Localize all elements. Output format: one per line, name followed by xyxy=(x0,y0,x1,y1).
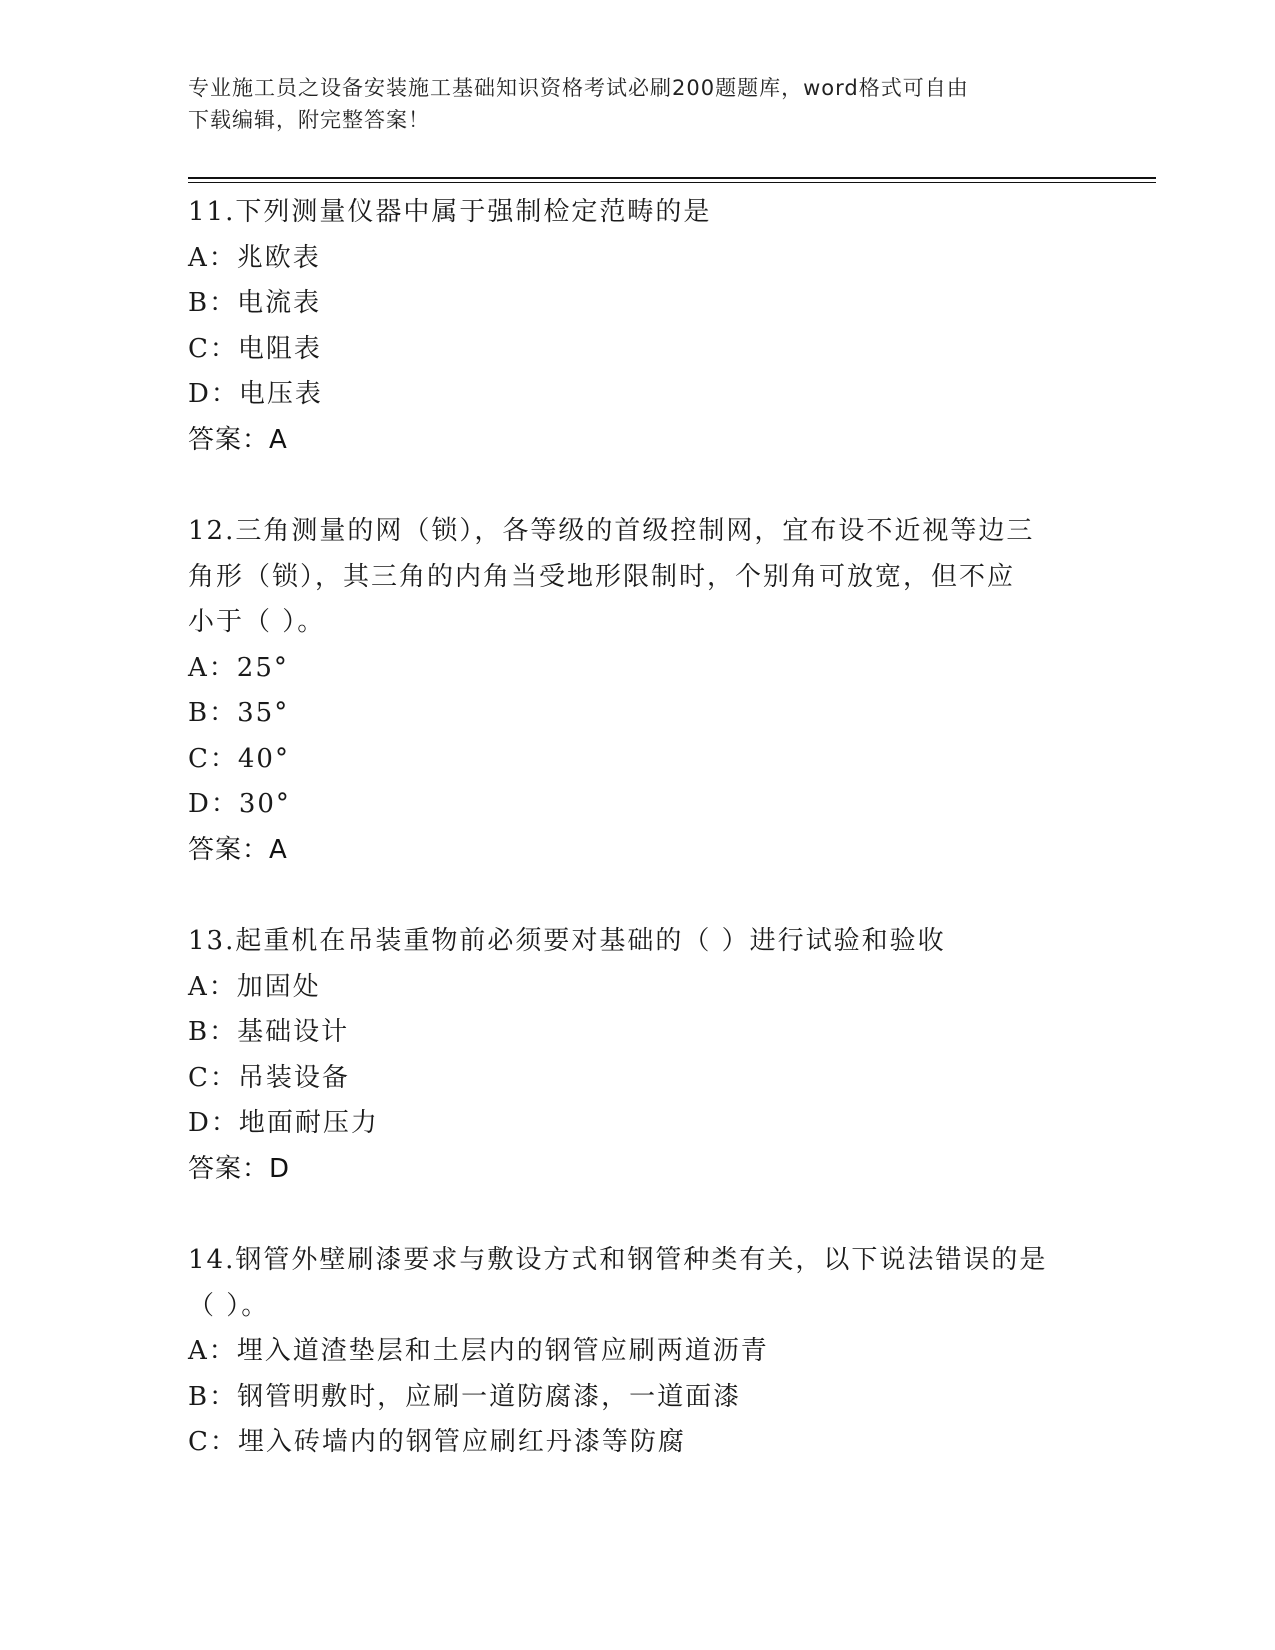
option-c: C：电阻表 xyxy=(188,333,322,364)
header-line-2: 下载编辑，附完整答案！ xyxy=(188,108,430,132)
option-a: A：25° xyxy=(188,652,289,683)
header-divider-thin xyxy=(188,182,1156,183)
question-14 xyxy=(188,1238,1088,1466)
header-line-1: 专业施工员之设备安装施工基础知识资格考试必刷200题题库，word格式可自由 xyxy=(188,76,969,100)
option-a: A：兆欧表 xyxy=(188,242,321,273)
question-12 xyxy=(188,509,1088,873)
option-b: B：35° xyxy=(188,698,290,728)
question-11 xyxy=(188,190,1088,463)
question-stem-cont: 角形（锁），其三角的内角当受地形限制时，个别角可放宽，但不应 xyxy=(188,561,1016,592)
answer-line: 答案：A xyxy=(188,834,288,865)
question-stem: 12.三角测量的网（锁），各等级的首级控制网，宜布设不近视等边三 xyxy=(188,516,1035,546)
question-stem-cont: （ ）。 xyxy=(188,1290,270,1321)
answer-line: 答案：A xyxy=(188,424,288,455)
option-d: D：地面耐压力 xyxy=(188,1108,379,1138)
question-stem-cont: 小于（ ）。 xyxy=(188,607,326,637)
question-stem: 11.下列测量仪器中属于强制检定范畴的是 xyxy=(188,197,712,227)
option-d: D：电压表 xyxy=(188,379,323,409)
header-divider-thick xyxy=(188,177,1156,179)
option-d: D：30° xyxy=(188,789,291,819)
option-c: C：吊装设备 xyxy=(188,1062,350,1093)
answer-line: 答案：D xyxy=(188,1153,291,1184)
option-b: B：电流表 xyxy=(188,288,322,318)
option-b: B：钢管明敷时，应刷一道防腐漆，一道面漆 xyxy=(188,1381,742,1412)
option-a: A：埋入道渣垫层和土层内的钢管应刷两道沥青 xyxy=(188,1336,769,1366)
question-stem: 13.起重机在吊装重物前必须要对基础的（ ）进行试验和验收 xyxy=(188,926,946,956)
question-list xyxy=(188,190,1088,1512)
option-c: C：40° xyxy=(188,743,290,774)
question-13 xyxy=(188,919,1088,1192)
option-b: B：基础设计 xyxy=(188,1017,350,1047)
question-stem: 14.钢管外壁刷漆要求与敷设方式和钢管种类有关，以下说法错误的是 xyxy=(188,1245,1048,1275)
option-c: C：埋入砖墙内的钢管应刷红丹漆等防腐 xyxy=(188,1427,686,1457)
option-a: A：加固处 xyxy=(188,971,321,1002)
document-header xyxy=(188,72,1068,136)
